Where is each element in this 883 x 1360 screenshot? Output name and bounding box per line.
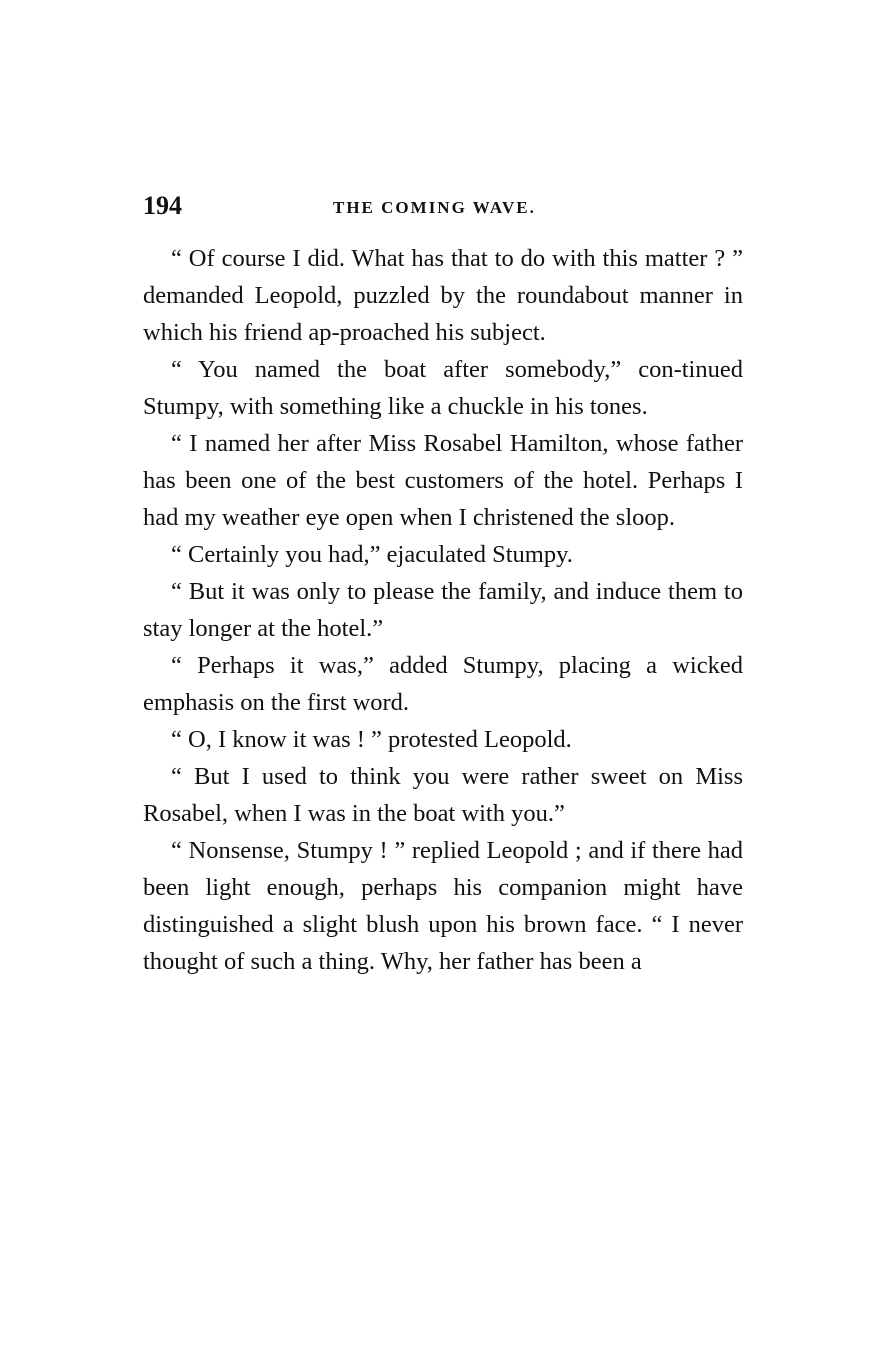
paragraph: “ O, I know it was ! ” protested Leopold. — [171, 726, 572, 753]
paragraph: “ Certainly you had,” ejaculated Stumpy. — [171, 541, 573, 568]
body-text — [143, 240, 743, 980]
running-title: THE COMING WAVE. — [333, 198, 536, 217]
paragraph: “ But I used to think you were rather sweet on Miss Rosabel, when I was in the boat with you.” — [143, 763, 743, 827]
paragraph: “ You named the boat after somebody,” con-tinued Stumpy, with something like a chuckle in his tones. — [143, 356, 743, 420]
page-number: 194 — [143, 191, 182, 220]
paragraph: “ Of course I did. What has that to do with this matter ? ” demanded Leopold, puzzled by the roundabout manner in which his friend ap-proached his subject. — [143, 245, 743, 346]
paragraph: “ Nonsense, Stumpy ! ” replied Leopold ; and if there had been light enough, perhaps his companion might have distinguished a slight blush upon his brown face. “ I never thought of such a thing. Why, her father has been a — [143, 837, 743, 975]
paragraph: “ But it was only to please the family, and induce them to stay longer at the hotel.” — [143, 578, 743, 642]
paragraph: “ Perhaps it was,” added Stumpy, placing a wicked emphasis on the first word. — [143, 652, 743, 716]
paragraph: “ I named her after Miss Rosabel Hamilton, whose father has been one of the best customers of the hotel. Perhaps I had my weather eye open when I christened the sloop. — [143, 430, 743, 531]
running-head — [143, 190, 743, 222]
